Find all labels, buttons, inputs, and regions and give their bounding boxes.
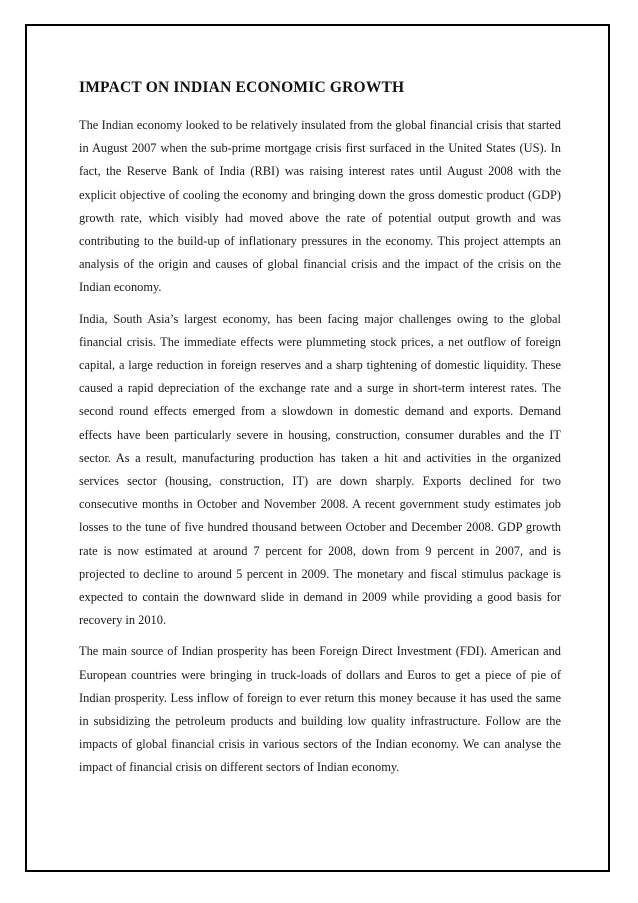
paragraph-intro: The Indian economy looked to be relatively insulated from the global financial crisis that started in August 2007 when the sub-prime mortgage crisis first surfaced in the United States (US). In fact, the Reserve Bank of India (RBI) was raising interest rates until August 2008 with the explicit objective of cooling the economy and bringing down the gross domestic product (GDP) growth rate, which visibly had moved above the rate of potential output growth and was contributing to the build-up of inflationary pressures in the economy. This project attempts an analysis of the origin and causes of global financial crisis and the impact of the crisis on the Indian economy. xyxy=(79,118,561,295)
document-body xyxy=(79,78,561,788)
paragraph-challenges: India, South Asia’s largest economy, has been facing major challenges owing to the global financial crisis. The immediate effects were plummeting stock prices, a net outflow of foreign capital, a large reduction in foreign reserves and a sharp tightening of domestic liquidity. These caused a rapid depreciation of the exchange rate and a surge in short-term interest rates. The second round effects emerged from a slowdown in domestic demand and exports. Demand effects have been particularly severe in housing, construction, consumer durables and the IT sector. As a result, manufacturing production has taken a hit and activities in the organized services sector (housing, construction, IT) are down sharply. Exports declined for two consecutive months in October and November 2008. A recent government study estimates job losses to the tune of five hundred thousand between October and December 2008. GDP growth rate is now estimated at around 7 percent for 2008, down from 9 percent in 2007, and is projected to decline to around 5 percent in 2009. The monetary and fiscal stimulus package is expected to contain the downward slide in demand in 2009 while providing a good basis for recovery in 2010. xyxy=(79,311,561,628)
page-title: IMPACT ON INDIAN ECONOMIC GROWTH xyxy=(79,79,405,96)
paragraph-fdi: The main source of Indian prosperity has been Foreign Direct Investment (FDI). American and European countries were bringing in truck-loads of dollars and Euros to get a piece of pie of Indian prosperity. Less inflow of foreign to ever return this money because it has used the same in subsidizing the petroleum products and building low quality infrastructure. Follow are the impacts of global financial crisis in various sectors of the Indian economy. We can analyse the impact of financial crisis on different sectors of Indian economy. xyxy=(79,644,561,775)
